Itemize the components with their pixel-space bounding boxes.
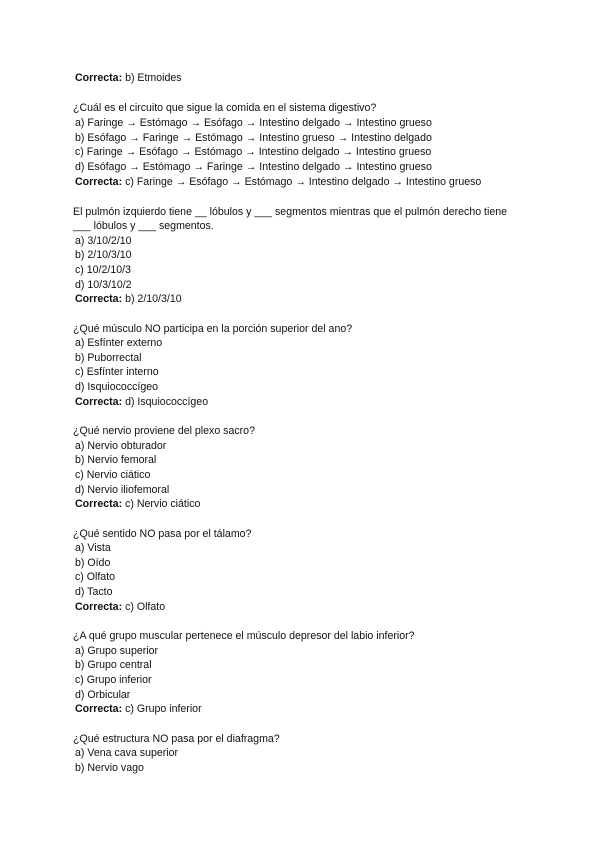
option-d: d) Tacto xyxy=(75,586,113,598)
correct-answer xyxy=(75,395,208,409)
answer-label: Correcta: xyxy=(75,72,123,84)
question-sacral-plexus: ¿Qué nervio proviene del plexo sacro? xyxy=(73,425,255,437)
option-d: d) 10/3/10/2 xyxy=(75,279,132,291)
option-d: d) Isquiococcígeo xyxy=(75,381,159,393)
answer-value: b) Etmoides xyxy=(125,72,182,84)
question-muscle-group: ¿A qué grupo muscular pertenece el músculo depresor del labio inferior? xyxy=(73,630,415,642)
option-c: c) 10/2/10/3 xyxy=(75,264,131,276)
answer-label: Correcta: xyxy=(75,176,123,188)
answer-label: Correcta: xyxy=(75,396,123,408)
option-c: c) Esfínter interno xyxy=(75,366,159,378)
question-digestive-circuit: ¿Cuál es el circuito que sigue la comida en el sistema digestivo? xyxy=(73,102,377,114)
answer-value: d) Isquiococcígeo xyxy=(125,396,209,408)
option-b: b) Puborrectal xyxy=(75,352,142,364)
answer-label: Correcta: xyxy=(75,601,123,613)
option-a: a) Vena cava superior xyxy=(75,747,179,759)
answer-label: Correcta: xyxy=(75,703,123,715)
answer-label: Correcta: xyxy=(75,498,123,510)
answer-value: c) Grupo inferior xyxy=(125,703,202,715)
option-c: c) Nervio ciático xyxy=(75,469,151,481)
option-b: b) Esófago → Faringe → Estómago → Intestino grueso → Intestino delgado xyxy=(75,132,432,144)
correct-answer xyxy=(75,175,481,189)
answer-label: Correcta: xyxy=(75,293,123,305)
option-b: b) Nervio femoral xyxy=(75,454,157,466)
question-thalamus-sense: ¿Qué sentido NO pasa por el tálamo? xyxy=(73,528,252,540)
option-c: c) Olfato xyxy=(75,571,116,583)
answer-value: b) 2/10/3/10 xyxy=(125,293,182,305)
correct-answer xyxy=(75,292,182,306)
option-d: d) Orbicular xyxy=(75,689,131,701)
option-c: c) Faringe → Esófago → Estómago → Intestino delgado → Intestino grueso xyxy=(75,146,432,158)
option-a: a) Vista xyxy=(75,542,111,554)
correct-answer xyxy=(75,497,200,511)
option-b: b) Oído xyxy=(75,557,111,569)
answer-value: c) Nervio ciático xyxy=(125,498,201,510)
option-d: d) Nervio iliofemoral xyxy=(75,484,170,496)
option-d: d) Esófago → Estómago → Faringe → Intestino delgado → Intestino grueso xyxy=(75,161,432,173)
option-b: b) Nervio vago xyxy=(75,762,144,774)
option-a: a) 3/10/2/10 xyxy=(75,235,132,247)
answer-value: c) Faringe → Esófago → Estómago → Intestino delgado → Intestino grueso xyxy=(125,176,482,188)
option-c: c) Grupo inferior xyxy=(75,674,152,686)
question-lung-lobes-line1: El pulmón izquierdo tiene __ lóbulos y ___ segmentos mientras que el pulmón derecho tiene xyxy=(73,206,508,218)
option-a: a) Faringe → Estómago → Esófago → Intestino delgado → Intestino grueso xyxy=(75,117,432,129)
question-lung-lobes-line2: ___ lóbulos y ___ segmentos. xyxy=(73,220,214,232)
answer-value: c) Olfato xyxy=(125,601,166,613)
option-b: b) 2/10/3/10 xyxy=(75,249,132,261)
correct-answer xyxy=(75,702,202,716)
option-a: a) Esfínter externo xyxy=(75,337,163,349)
question-diaphragm: ¿Qué estructura NO pasa por el diafragma? xyxy=(73,733,280,745)
option-a: a) Grupo superior xyxy=(75,645,159,657)
option-a: a) Nervio obturador xyxy=(75,440,167,452)
correct-answer xyxy=(75,600,165,614)
previous-answer xyxy=(75,71,182,85)
question-anal-muscle: ¿Qué músculo NO participa en la porción superior del ano? xyxy=(73,323,353,335)
option-b: b) Grupo central xyxy=(75,659,152,671)
